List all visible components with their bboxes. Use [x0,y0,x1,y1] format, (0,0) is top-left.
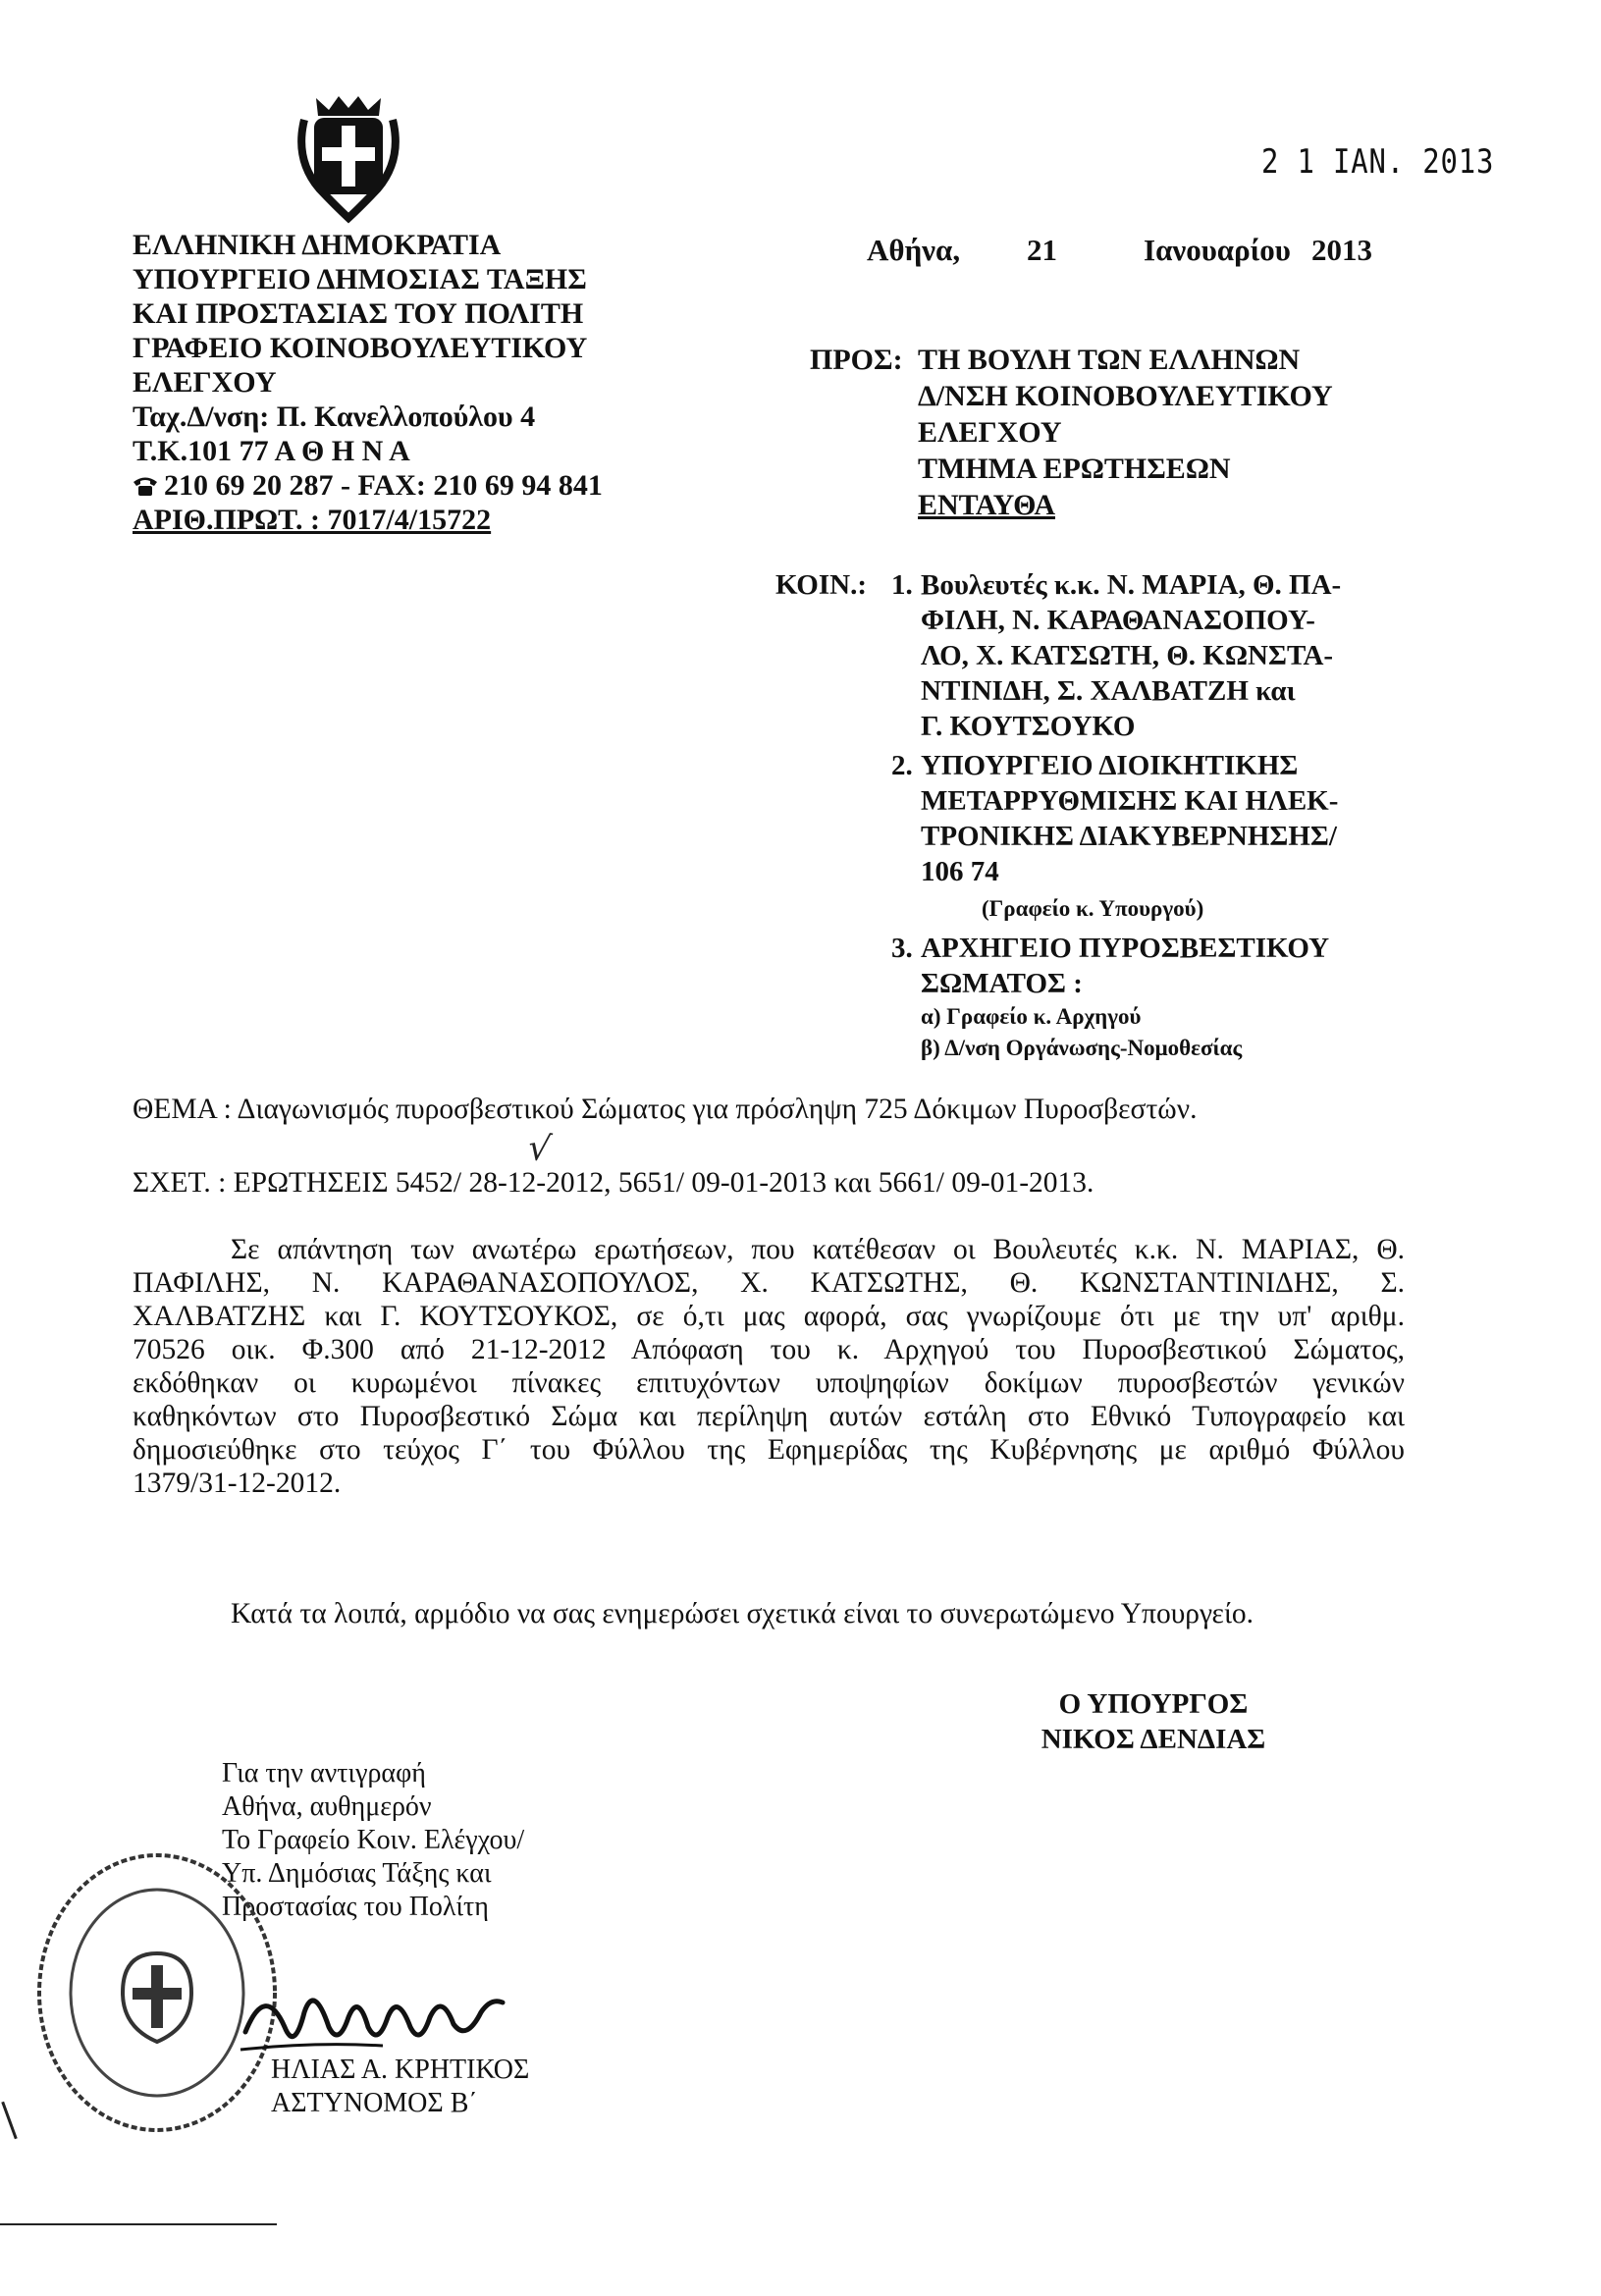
body-line: εκδόθηκαν οι κυρωμένοι πίνακες επιτυχόντων υποψηφίων δοκίμων πυροσβεστών γενικών [133,1367,1405,1399]
koin-item-line: ΣΩΜΑΤΟΣ : [921,968,1083,999]
subject-line: ΘΕΜΑ : Διαγωνισμός πυροσβεστικού Σώματος για πρόσληψη 725 Δόκιμων Πυροσβεστών. [133,1094,1198,1125]
body-paragraph-2: Κατά τα λοιπά, αρμόδιο να σας ενημερώσει σχετικά είναι το συνερωτώμενο Υπουργείο. [231,1598,1254,1629]
copy-line: Για την αντιγραφή [222,1758,426,1789]
recipient-line: Δ/ΝΣΗ ΚΟΙΝΟΒΟΥΛΕΥΤΙΚΟΥ [918,380,1333,412]
body-line: καθηκόντων στο Πυροσβεστικό Σώμα και περίληψη αυτών εστάλη στο Εθνικό Τυπογραφείο και [133,1401,1405,1432]
body-line: δημοσιεύθηκε στο τεύχος Γ΄ του Φύλλου της Εφημερίδας της Κυβέρνησης με αριθμό Φύλλου [133,1434,1405,1466]
koin-item-2-number: 2. [891,750,913,781]
signature-title: Ο ΥΠΟΥΡΓΟΣ [1058,1688,1249,1720]
body-line: 1379/31-12-2012. [133,1468,342,1499]
copy-line: Αθήνα, αυθημερόν [222,1791,432,1822]
recipient-line: ΤΗ ΒΟΥΛΗ ΤΩΝ ΕΛΛΗΝΩΝ [918,344,1301,376]
coat-of-arms-emblem [285,90,412,226]
sender-line: ΕΛΕΓΧΟΥ [133,366,277,399]
koin-item-line: Γ. ΚΟΥΤΣΟΥΚΟ [921,711,1136,742]
recipient-block [918,342,1333,523]
body-line: 70526 οικ. Φ.300 από 21-12-2012 Απόφαση του κ. Αρχηγού του Πυροσβεστικού Σώματος, [133,1334,1405,1365]
handwritten-check-mark: √ [525,1127,554,1171]
date-city: Αθήνα, [867,233,961,267]
sender-line: ΚΑΙ ΠΡΟΣΤΑΣΙΑΣ ΤΟΥ ΠΟΛΙΤΗ [133,297,584,330]
signature-block [1021,1686,1286,1757]
telephone-icon [133,470,158,492]
koin-item-line: Βουλευτές κ.κ. Ν. ΜΑΡΙΑ, Θ. ΠΑ- [921,569,1342,601]
date-day: 21 [1027,233,1057,267]
koin-sub-item: α) Γραφείο κ. Αρχηγού [921,1004,1142,1029]
koin-item-line: ΛΟ, Χ. ΚΑΤΣΩΤΗ, Θ. ΚΩΝΣΤΑ- [921,640,1334,671]
received-date-stamp: 2 1 IAN. 2013 [1261,142,1495,182]
koin-item-2-note: (Γραφείο κ. Υπουργού) [982,896,1204,921]
recipient-line: ΕΛΕΓΧΟΥ [918,416,1062,449]
margin-mark [1,2102,17,2140]
copy-signer-rank: ΑΣΤΥΝΟΜΟΣ Β΄ [271,2088,478,2118]
koin-sub-item: β) Δ/νση Οργάνωσης-Νομοθεσίας [921,1036,1243,1060]
koin-item-3-number: 3. [891,933,913,964]
koin-item-2 [921,748,1338,889]
copy-line: Προστασίας του Πολίτη [222,1892,489,1922]
body-line: Σε απάντηση των ανωτέρω ερωτήσεων, που κατέθεσαν οι Βουλευτές κ.κ. Ν. ΜΑΡΙΑΣ, Θ. [231,1234,1405,1265]
sender-postcode: Τ.Κ.101 77 Α Θ Η Ν Α [133,435,410,467]
sender-phone: 210 69 20 287 - FAX: 210 69 94 841 [164,469,603,502]
recipient-line: ΕΝΤΑΥΘΑ [918,489,1055,521]
sender-phone-line [133,468,603,503]
recipient-line: ΤΜΗΜΑ ΕΡΩΤΗΣΕΩΝ [918,453,1231,485]
sender-line: ΓΡΑΦΕΙΟ ΚΟΙΝΟΒΟΥΛΕΥΤΙΚΟΥ [133,332,588,364]
body-line: ΧΑΛΒΑΤΖΗΣ και Γ. ΚΟΥΤΣΟΥΚΟΣ, σε ό,τι μας αφορά, σας γνωρίζουμε ότι με την υπ' αριθμ. [133,1301,1405,1332]
koin-item-line: ΜΕΤΑΡΡΥΘΜΙΣΗΣ ΚΑΙ ΗΛΕΚ- [921,785,1339,817]
sender-block [133,228,603,537]
protocol-number: ΑΡΙΘ.ΠΡΩΤ. : 7017/4/15722 [133,504,492,536]
koin-item-line: 106 74 [921,856,999,887]
handwritten-signature [236,1973,510,2061]
koin-item-line: ΝΤΙΝΙΔΗ, Σ. ΧΑΛΒΑΤΖΗ και [921,675,1296,707]
copy-line: Υπ. Δημόσιας Τάξης και [222,1858,492,1889]
koin-item-line: ΥΠΟΥΡΓΕΙΟ ΔΙΟΙΚΗΤΙΚΗΣ [921,750,1299,781]
body-paragraph-1 [133,1233,1405,1500]
koin-item-line: ΤΡΟΝΙΚΗΣ ΔΙΑΚΥΒΕΡΝΗΣΗΣ/ [921,821,1337,852]
koin-label: ΚΟΙΝ.: [775,569,868,601]
koin-item-3-subs [921,1001,1242,1064]
date-year: 2013 [1311,233,1372,267]
date-month: Ιανουαρίου [1144,233,1291,267]
koin-item-line: ΦΙΛΗ, Ν. ΚΑΡΑΘΑΝΑΣΟΠΟΥ- [921,605,1315,636]
sender-line: ΥΠΟΥΡΓΕΙΟ ΔΗΜΟΣΙΑΣ ΤΑΞΗΣ [133,263,587,295]
body-line: ΠΑΦΙΛΗΣ, Ν. ΚΑΡΑΘΑΝΑΣΟΠΟΥΛΟΣ, Χ. ΚΑΤΣΩΤΗΣ, Θ. ΚΩΝΣΤΑΝΤΙΝΙΔΗΣ, Σ. [133,1267,1405,1299]
koin-item-line: ΑΡΧΗΓΕΙΟ ΠΥΡΟΣΒΕΣΤΙΚΟΥ [921,933,1330,964]
koin-item-3 [921,931,1329,1001]
sender-address: Ταχ.Δ/νση: Π. Κανελλοπούλου 4 [133,400,536,433]
copy-line: Το Γραφείο Κοιν. Ελέγχου/ [222,1825,525,1855]
signature-name: ΝΙΚΟΣ ΔΕΝΔΙΑΣ [1041,1724,1266,1755]
related-line: ΣΧΕΤ. : ΕΡΩΤΗΣΕΙΣ 5452/ 28-12-2012, 5651/ 09-01-2013 και 5661/ 09-01-2013. [133,1167,1094,1199]
koin-item-1 [921,567,1341,744]
recipient-label: ΠΡΟΣ: [810,344,903,376]
copy-signer-name: ΗΛΙΑΣ Α. ΚΡΗΤΙΚΟΣ [271,2055,530,2085]
footer-rule [0,2223,277,2225]
koin-item-1-number: 1. [891,569,913,601]
sender-line: ΕΛΛΗΝΙΚΗ ΔΗΜΟΚΡΑΤΙΑ [133,229,502,261]
